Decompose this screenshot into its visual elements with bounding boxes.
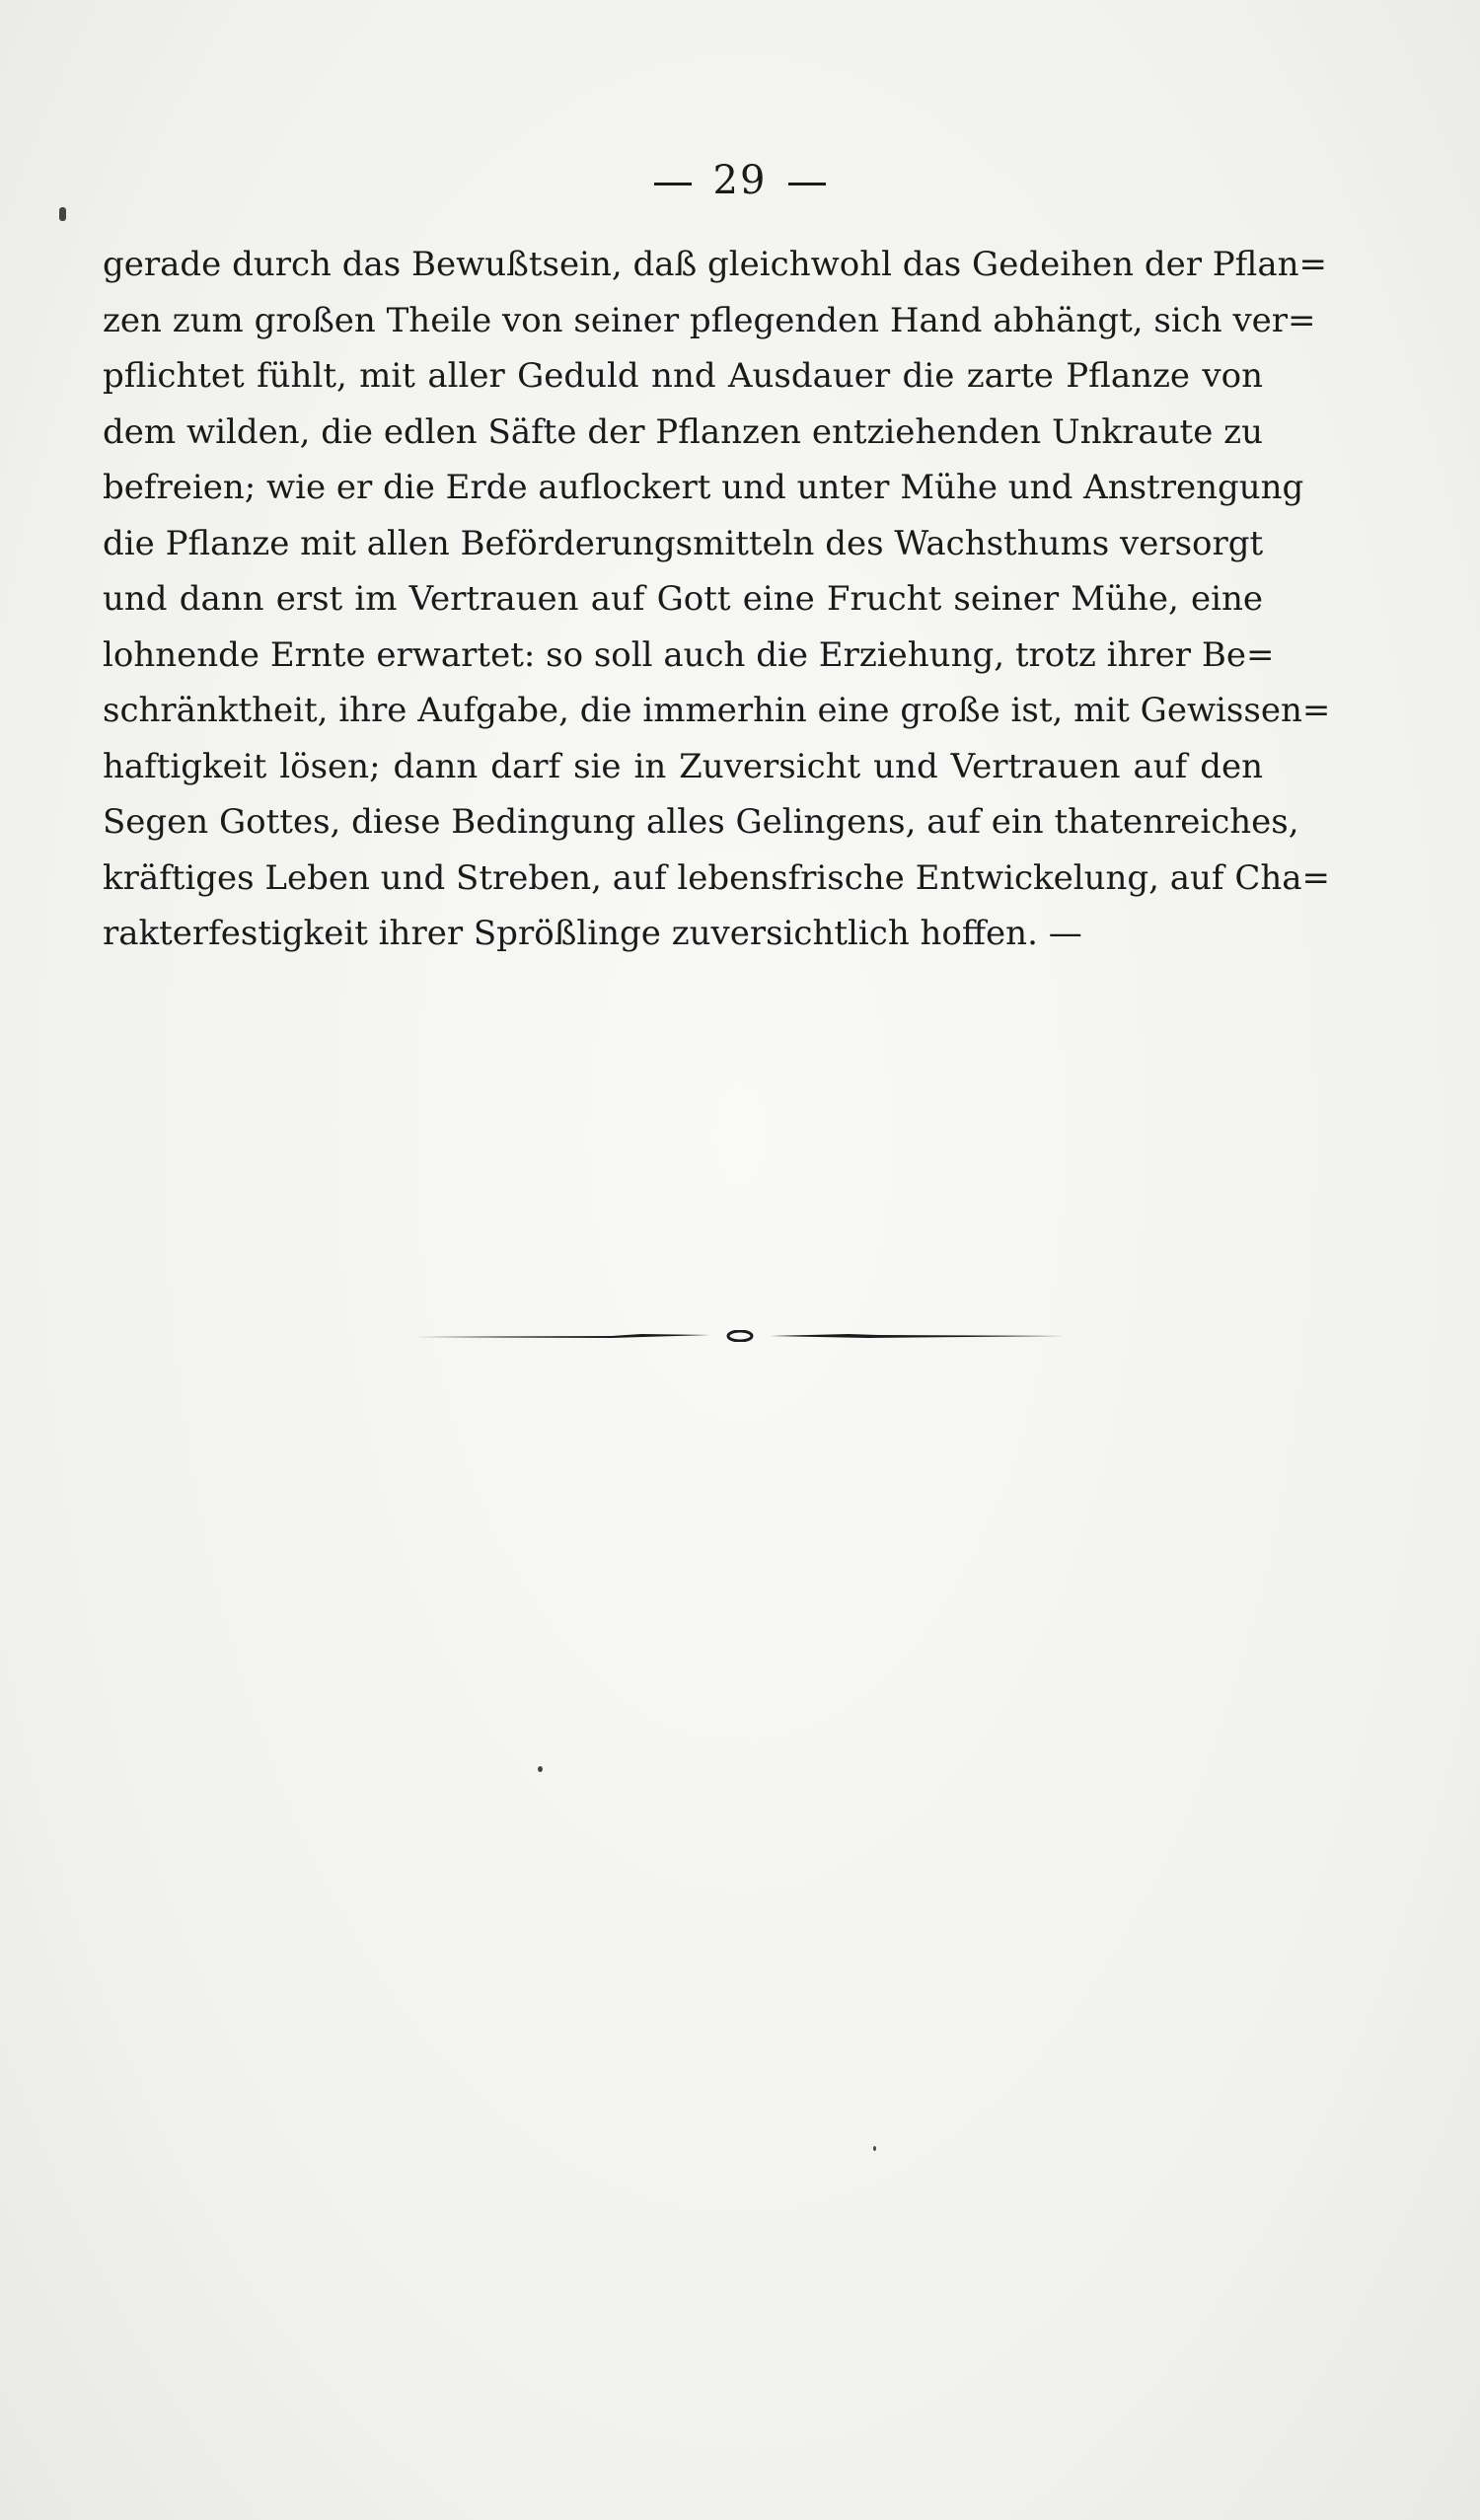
ornamental-rule — [414, 1330, 1066, 1342]
text-line: kräftiges Leben und Streben, auf lebensfrische Entwickelung, auf Cha= — [103, 857, 1330, 898]
speck-mark — [538, 1766, 543, 1772]
text-line: zen zum großen Theile von seiner pflegenden Hand abhängt, sich ver= — [103, 300, 1316, 340]
text-line: und dann erst im Vertrauen auf Gott eine Frucht seiner Mühe, eine — [103, 579, 1263, 619]
text-line: gerade durch das Bewußtsein, daß gleichwohl das Gedeihen der Pflan= — [103, 245, 1327, 284]
text-line: schränktheit, ihre Aufgabe, die immerhin eine große ist, mit Gewissen= — [103, 691, 1331, 730]
text-line: die Pflanze mit allen Beförderungsmitteln des Wachsthums versorgt — [103, 523, 1264, 563]
header-dash-left — [654, 183, 692, 185]
text-line: rakterfestigkeit ihrer Sprößlinge zuversichtlich hoffen. — — [103, 914, 1082, 953]
body-text — [103, 237, 1331, 962]
text-line: Segen Gottes, diese Bedingung alles Gelingens, auf ein thatenreiches, — [103, 802, 1299, 842]
header-dash-right — [788, 183, 826, 185]
speck-mark — [59, 207, 66, 221]
text-line: haftigkeit lösen; dann darf sie in Zuversicht und Vertrauen auf den — [103, 746, 1263, 786]
speck-mark — [873, 2146, 876, 2151]
text-line: pflichtet fühlt, mit aller Geduld nnd Ausdauer die zarte Pflanze von — [103, 356, 1263, 396]
text-line: lohnende Ernte erwartet: so soll auch die Erziehung, trotz ihrer Be= — [103, 634, 1275, 675]
page-header — [0, 158, 1480, 203]
text-line: befreien; wie er die Erde auflockert und unter Mühe und Anstrengung — [103, 468, 1304, 507]
page-number: 29 — [712, 158, 768, 203]
text-line: dem wilden, die edlen Säfte der Pflanzen entziehenden Unkraute zu — [103, 411, 1263, 452]
